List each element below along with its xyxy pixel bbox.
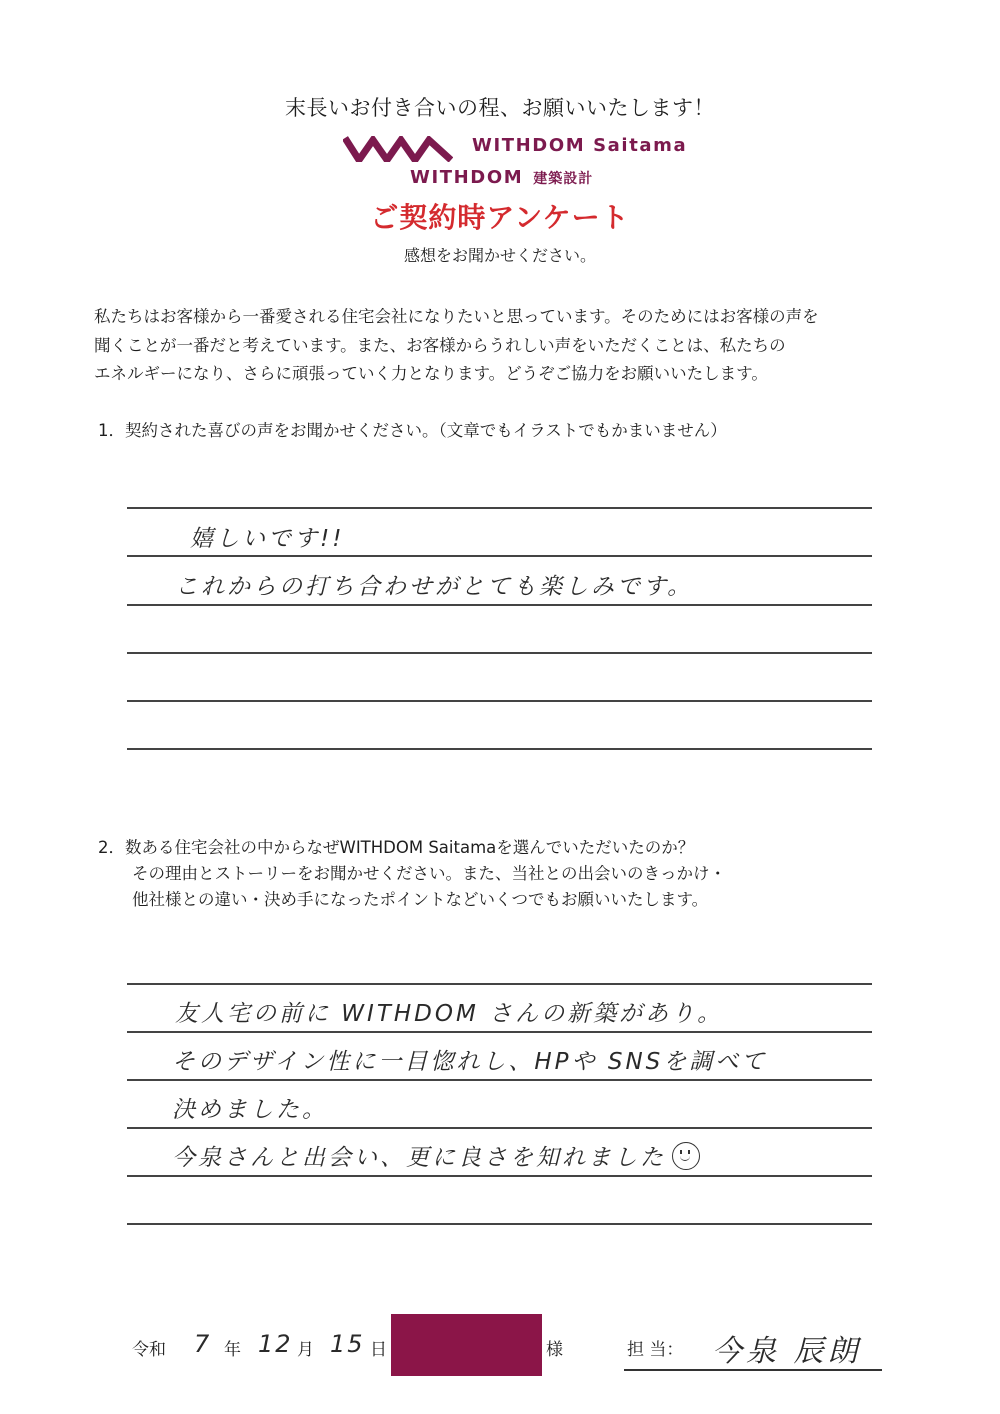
year-label: 年 [224, 1340, 241, 1360]
answer-rule [127, 1223, 872, 1225]
answer-rule [127, 1079, 872, 1081]
answer-rule [127, 1031, 872, 1033]
customer-name-redaction [391, 1314, 542, 1376]
era-label: 令和 [132, 1340, 166, 1360]
withdom-wave-logo-icon [343, 134, 453, 164]
staff-label: 担 当： [627, 1340, 684, 1360]
customer-suffix: 様 [546, 1340, 563, 1360]
intro-paragraph [94, 303, 924, 389]
answer-rule [127, 1127, 872, 1129]
brand-secondary-en: WITHDOM [410, 167, 524, 188]
staff-signature: 今泉 辰朗 [712, 1334, 862, 1369]
answer-rule [127, 507, 872, 509]
intro-line: エネルギーになり、さらに頑張っていく力となります。どうぞご協力をお願いいたします。 [94, 364, 768, 383]
answer-rule [127, 1175, 872, 1177]
brand-secondary [410, 167, 593, 188]
survey-subtitle: 感想をお聞かせください。 [403, 246, 596, 265]
month-label: 月 [297, 1340, 314, 1360]
answer-rule [127, 983, 872, 985]
answer-rule [127, 700, 872, 702]
answer-rule [127, 652, 872, 654]
q2-answer-line: 今泉さんと出会い、更に良さを知れました [172, 1145, 666, 1171]
q1-answer-line: これからの打ち合わせがとても楽しみです。 [175, 574, 694, 600]
q2-answer-line: 決めました。 [172, 1097, 328, 1123]
question-2-line: 2．数ある住宅会社の中からなぜWITHDOM Saitamaを選んでいただいたのか？ [98, 838, 695, 857]
q2-answer-line: そのデザイン性に一目惚れし、HPや SNSを調べて [172, 1049, 768, 1075]
day-label: 日 [370, 1340, 387, 1360]
intro-line: 私たちはお客様から一番愛される住宅会社になりたいと思っています。そのためにはお客様の声を [94, 307, 819, 326]
brand-primary: WITHDOM Saitama [472, 135, 688, 156]
greeting-heading: 末長いお付き合いの程、お願いいたします！ [285, 96, 715, 120]
month-value: 12 [258, 1330, 293, 1358]
answer-rule [127, 748, 872, 750]
question-2-line: その理由とストーリーをお聞かせください。また、当社との出会いのきっかけ・ [132, 864, 726, 883]
answer-rule [127, 555, 872, 557]
question-2-label [98, 835, 918, 913]
question-1-label: 1．契約された喜びの声をお聞かせください。（文章でもイラストでもかまいません） [98, 421, 727, 440]
intro-line: 聞くことが一番だと考えています。また、お客様からうれしい声をいただくことは、私たちの [94, 335, 786, 355]
q2-answer-line-wrap [172, 1139, 700, 1172]
q1-answer-line: 嬉しいです!! [190, 526, 345, 552]
smiley-face-icon [672, 1142, 700, 1170]
answer-rule [127, 604, 872, 606]
day-value: 15 [330, 1330, 365, 1358]
survey-title: ご契約時アンケート [370, 201, 630, 234]
year-value: 7 [194, 1330, 210, 1358]
brand-secondary-jp: 建築設計 [533, 171, 594, 187]
signature-underline [624, 1369, 882, 1371]
question-2-line: 他社様との違い・決め手になったポイントなどいくつでもお願いいたします。 [132, 890, 709, 909]
q2-answer-line: 友人宅の前に WITHDOM さんの新築があり。 [175, 1001, 724, 1027]
